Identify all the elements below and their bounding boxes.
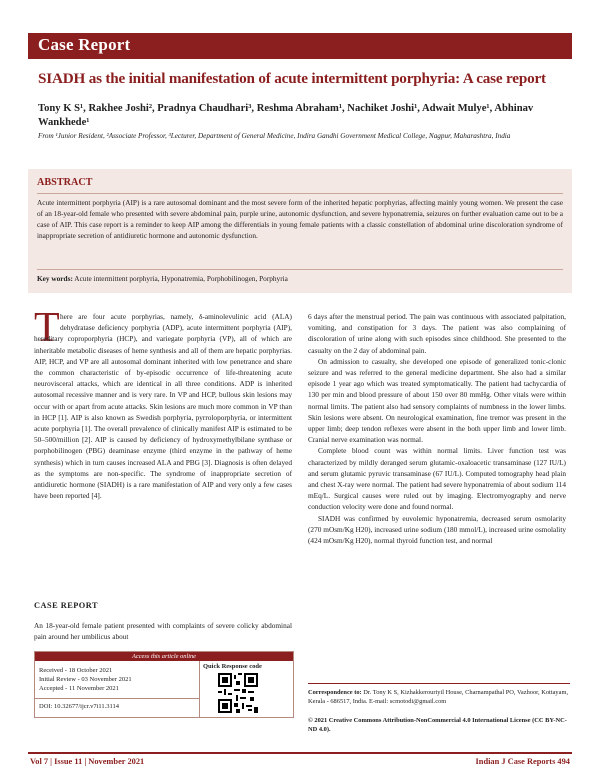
case-report-heading: CASE REPORT bbox=[34, 601, 98, 610]
access-divider bbox=[35, 698, 199, 699]
abstract-heading: ABSTRACT bbox=[37, 177, 93, 188]
keywords bbox=[37, 274, 288, 283]
intro-column bbox=[34, 311, 292, 501]
article-title: SIADH as the initial manifestation of acute intermittent porphyria: A case report bbox=[38, 70, 546, 87]
right-paragraph-3: Complete blood count was within normal limits. Liver function test was characterized by mildly deranged serum glutamic-oxaloacetic transaminase (127 IU/L) and serum glutamic pyruvic transaminase (67 IU/L). Computed tomography head plain and chest X-ray were normal. The patient had severe hyponatremia of about sodium 114 mEq/L. Surgical causes were ruled out by imaging. Electromyography and nerve conduction velocity were done and found normal. bbox=[308, 446, 566, 512]
correspondence-text: Dr. Tony K S, Kizhakkerouriyil House, Charnampathal PO, Vazhoor, Kottayam, Kerala - 686517, India. E-mail: scmotodi@gmail.com bbox=[308, 689, 569, 705]
article-dates bbox=[39, 666, 132, 693]
correspondence-label: Correspondence to: bbox=[308, 689, 362, 696]
qr-label: Quick Response code bbox=[203, 663, 262, 670]
article-type-label: Case Report bbox=[38, 35, 131, 54]
access-online-box bbox=[34, 651, 294, 718]
drop-cap: T bbox=[34, 305, 60, 351]
access-vertical-divider bbox=[199, 661, 200, 717]
right-column bbox=[308, 311, 566, 546]
case-report-text: An 18-year-old female patient presented with complaints of severe colicky abdominal pain around her umbilicus about bbox=[34, 621, 292, 642]
author-list: Tony K S¹, Rakhee Joshi², Pradnya Chaudhari³, Reshma Abraham¹, Nachiket Joshi¹, Adwait Mulye¹, Abhinav Wankhede¹ bbox=[38, 103, 534, 128]
dropcap-spacer bbox=[34, 311, 60, 331]
intro-paragraph bbox=[34, 311, 292, 501]
qr-code-icon[interactable] bbox=[218, 673, 258, 713]
accepted-date: Accepted - 11 November 2021 bbox=[39, 685, 119, 692]
right-paragraph-4: SIADH was confirmed by euvolemic hyponatremia, decreased serum osmolarity (270 mOsm/Kg H20), increased urine sodium (180 mmol/L), increased urine osmolality (424 mOsm/Kg H20), normal thyroid function test, and normal bbox=[308, 513, 566, 546]
intro-text: here are four acute porphyrias, namely, δ-aminolevulinic acid (ALA) dehydratase deficiency porphyria (ADP), acute intermittent porphyria (AIP), hereditary coproporphyria (HCP), and variegate porphyria (VP), all of which are inheritable metabolic diseases of heme synthesis and all of them are hepatic porphyrias. AIP, HCP, and VP are all autosomal dominant inherited with low penetrance and share the common characteristic of by-episodic occurrence of life-threatening acute neurovisceral attacks, which are identical in all three conditions. ADP is inherited autosomal recessive manner and is very rare. In VP and HCP, bullous skin lesions may occur with or apart from acute attacks. Skin lesions are much more common in VP than in HCP [1]. AIP is also known as Swedish porphyria, pyrroloporphyria, or intermittent acute porphyria [1]. The overall prevalence of clinically manifest AIP is estimated to be 50–500/million [2]. AIP is caused by deficiency of hydroxymethylbilane synthase or porphobilinogen (PBG) deaminase enzyme (third enzyme in the pathway of heme synthesis) which in turn causes increased ALA and PBG [3]. Diagnosis is often delayed as the symptoms are non-specific. The syndrome of inappropriate secretion of antidiuretic hormone (SIADH) is a rare manifestation of AIP and very only a few cases have been reported [4]. bbox=[34, 312, 292, 501]
keywords-divider bbox=[37, 269, 563, 270]
footer-journal-page: Indian J Case Reports 494 bbox=[475, 757, 570, 766]
footer-issue: Vol 7 | Issue 11 | November 2021 bbox=[30, 757, 145, 766]
page-footer bbox=[28, 752, 572, 769]
article-type-banner bbox=[28, 33, 572, 59]
doi[interactable]: DOI: 10.32677/ijcr.v7i11.3114 bbox=[39, 703, 120, 710]
abstract-text: Acute intermittent porphyria (AIP) is a rare autosomal dominant and the most severe form of the inherited hepatic porphyrias, affecting mainly young women. We present the case of an 18-year-old female who presented with severe abdominal pain, purple urine, autonomic dysfunction, and severe hyponatremia, seizures on further evaluation came out to be a case of AIP. This case report is a reminder to keep AIP among the differentials in young female patients with a classic constellation of abdominal urine discoloration syndrome of inappropriate secretion of antidiuretic hormone and autonomic dysfunction. bbox=[37, 198, 563, 240]
abstract-box bbox=[28, 169, 572, 293]
initial-review-date: Initial Review - 03 November 2021 bbox=[39, 676, 132, 683]
keywords-text: Acute intermittent porphyria, Hyponatremia, Porphobilinogen, Porphyria bbox=[72, 274, 288, 283]
right-paragraph-1: 6 days after the menstrual period. The pain was continuous with associated palpitation, vomiting, and constipation for 3 days. The patient was also complaining of discoloration of urine along with such episodes since childhood. She presented to the casualty on the 2 day of abdominal pain. bbox=[308, 312, 566, 355]
right-paragraph-2: On admission to casualty, she developed one episode of generalized tonic-clonic seizure and was referred to the general medicine department. She also had a similar episode 1 year ago which was treated symptomatically. The patient had tachycardia of 130 per min and blood pressure of about 150 over 80 mmHg. Other vitals were within normal limits. The patient also had sensory complaints of numbness in the lower limbs. Skin lesions were absent. On neurological examination, fine tremor was present in the upper limb; deep tendon reflexes were absent in the both upper limb and lower limb. Cranial nerve examination was normal. bbox=[308, 356, 566, 445]
abstract-divider bbox=[37, 193, 563, 194]
affiliation: From ¹Junior Resident, ²Associate Professor, ³Lecturer, Department of General Medicine, Indira Gandhi Government Medical College, Nagpur, Maharashtra, India bbox=[38, 132, 511, 140]
license: © 2021 Creative Commons Attribution-NonCommercial 4.0 International License (CC BY-NC-ND 4.0). bbox=[308, 717, 567, 733]
keywords-label: Key words: bbox=[37, 274, 73, 283]
received-date: Received - 18 October 2021 bbox=[39, 667, 113, 674]
correspondence bbox=[308, 683, 570, 706]
access-bar: Access this article online bbox=[35, 652, 293, 661]
